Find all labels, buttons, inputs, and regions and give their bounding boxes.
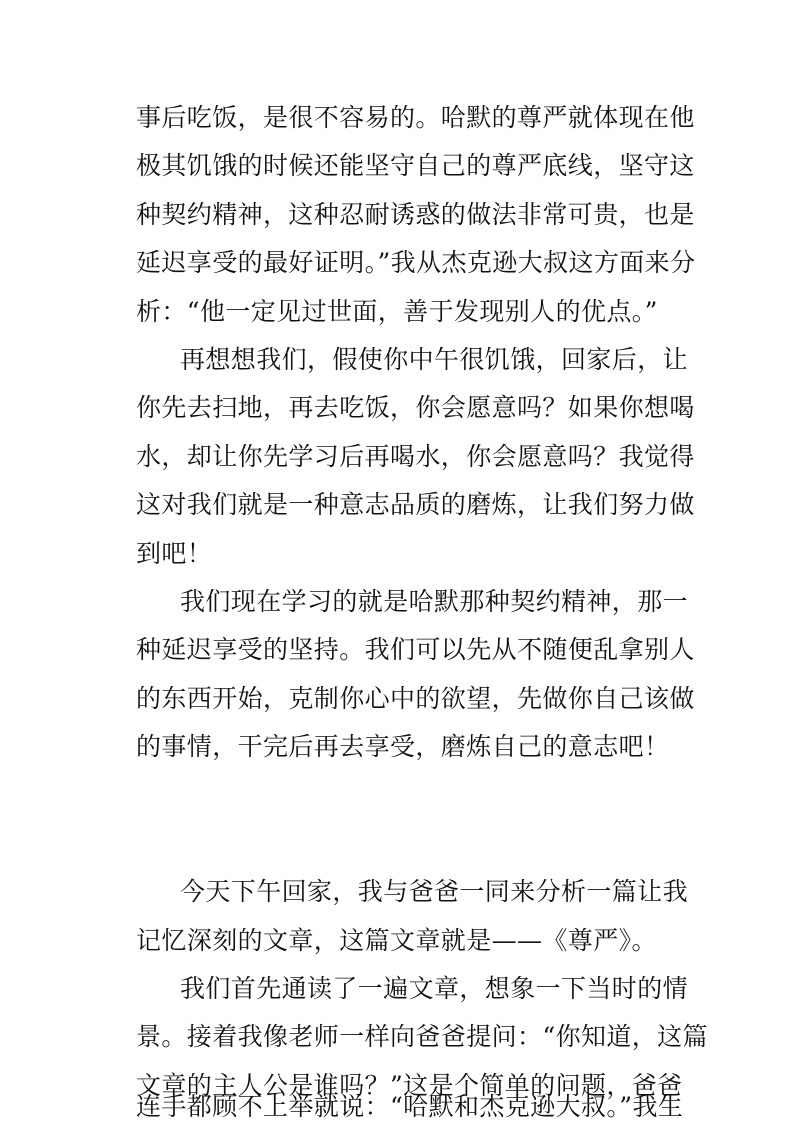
text-line: 到吧！ xyxy=(136,539,213,568)
text-line: 记忆深刻的文章，这篇文章就是——《尊严》。 xyxy=(136,926,657,955)
text-line: 延迟享受的最好证明。”我从杰克逊大叔这方面来分 xyxy=(136,248,696,277)
text-line: 我们现在学习的就是哈默那种契约精神，那一 xyxy=(180,587,689,616)
text-line: 水，却让你先学习后再喝水，你会愿意吗？我觉得 xyxy=(136,442,695,471)
text-line: 景。接着我像老师一样向爸爸提问：“你知道，这篇 xyxy=(136,1022,708,1051)
text-line: 再想想我们，假使你中午很饥饿，回家后，让 xyxy=(180,345,689,374)
text-line: 种延迟享受的坚持。我们可以先从不随便乱拿别人 xyxy=(136,635,695,664)
text-line: 的事情，干完后再去享受，磨炼自己的意志吧！ xyxy=(136,732,670,761)
text-line: 的东西开始，克制你心中的欲望，先做你自己该做 xyxy=(136,684,695,713)
text-line: 你先去扫地，再去吃饭，你会愿意吗？如果你想喝 xyxy=(136,393,695,422)
text-line: 这对我们就是一种意志品质的磨炼，让我们努力做 xyxy=(136,490,695,519)
text-line: 事后吃饭，是很不容易的。哈默的尊严就体现在他 xyxy=(136,103,695,132)
text-line: 我们首先通读了一遍文章，想象一下当时的情 xyxy=(180,974,689,1003)
text-line: 析：“他一定见过世面，善于发现别人的优点。” xyxy=(136,297,658,326)
text-line: 今天下午回家，我与爸爸一同来分析一篇让我 xyxy=(180,877,689,906)
text-line: 极其饥饿的时候还能坚守自己的尊严底线，坚守这 xyxy=(136,151,695,180)
text-line: 连手都顾不上举就说：“哈默和杰克逊大叔。”我生 xyxy=(136,1092,684,1121)
text-line: 文章的主人公是谁吗？”这是个简单的问题，爸爸 xyxy=(136,1071,683,1100)
text-line: 种契约精神，这种忍耐诱惑的做法非常可贵，也是 xyxy=(136,200,695,229)
